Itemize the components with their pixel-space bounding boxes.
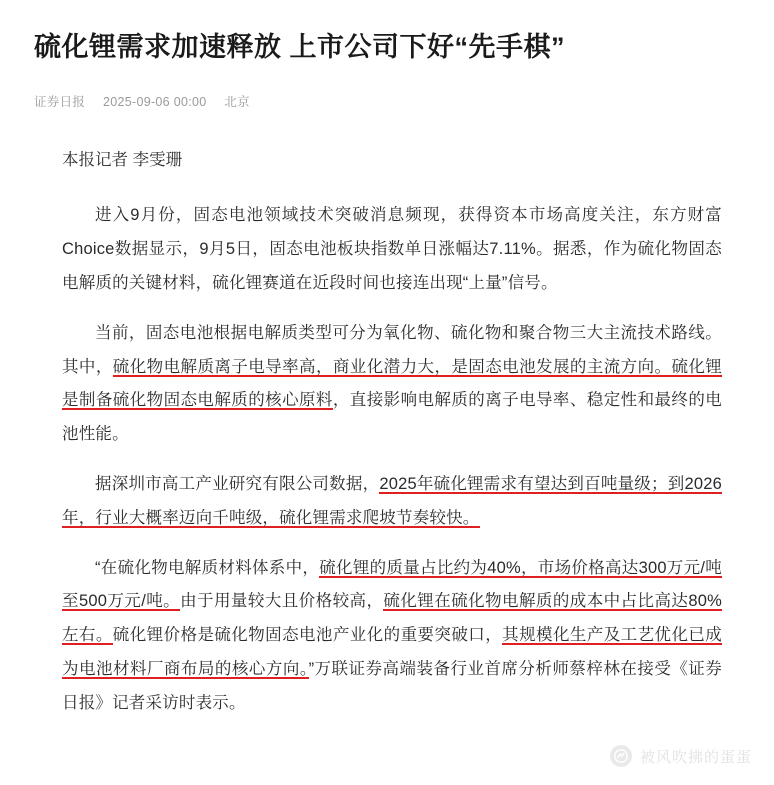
paragraph-text: 由于用量较大且价格较高，: [180, 592, 384, 611]
article-paragraph: [62, 317, 722, 452]
article-body: [34, 144, 740, 720]
article-paragraph: [62, 552, 722, 721]
highlighted-text: 硫化锂在硫化物电解质的成本中占比高达80%左右。: [62, 592, 722, 645]
paragraph-text: 硫化锂价格是硫化物固态电池产业化的重要突破口，: [112, 626, 503, 645]
paragraph-text: 当前，固态电池根据电解质类型可分为氧化物、硫化物和聚合物三大主流技术路线。其中，: [62, 323, 722, 376]
paragraph-text: 据深圳市高工产业研究有限公司数据，: [95, 475, 380, 494]
article-paragraph: [62, 199, 722, 300]
meta-datetime: 2025-09-06 00:00: [102, 95, 207, 110]
article-paragraph-list: [62, 199, 722, 720]
article-meta: [34, 92, 740, 110]
highlighted-text: 硫化物电解质离子电导率高，商业化潜力大，是固态电池发展的主流方向。硫化锂是制备硫化物固态电解质的核心原料: [62, 357, 722, 410]
highlighted-text: 硫化锂的质量占比约为40%，市场价格高达300万元/吨至500万元/吨。: [62, 558, 722, 611]
watermark: [610, 745, 752, 767]
paragraph-text: ”万联证券高端装备行业首席分析师蔡梓林在接受《证券日报》记者采访时表示。: [62, 660, 722, 712]
snowball-logo-icon: [610, 745, 632, 767]
highlighted-text: 2025年硫化锂需求有望达到百吨量级；到2026年，行业大概率迈向千吨级，硫化锂需求爬坡节奏较快。: [62, 475, 722, 527]
paragraph-text: ，直接影响电解质的离子电导率、稳定性和最终的电池性能。: [62, 391, 722, 444]
article-paragraph: [62, 468, 722, 536]
article-byline: 本报记者 李雯珊: [62, 151, 183, 170]
meta-location: 北京: [224, 95, 250, 110]
page-title: 硫化锂需求加速释放 上市公司下好“先手棋”: [34, 32, 566, 62]
paragraph-text: 进入9月份，固态电池领域技术突破消息频现，获得资本市场高度关注，东方财富Choice数据显示，9月5日，固态电池板块指数单日涨幅达7.11%。据悉，作为硫化物固态电解质的关键材料，硫化锂赛道在近段时间也接连出现“上量”信号。: [62, 206, 722, 292]
meta-source: 证券日报: [34, 95, 86, 110]
paragraph-text: “在硫化物电解质材料体系中，: [95, 558, 320, 577]
highlighted-text: 其规模化生产及工艺优化已成为电池材料厂商布局的核心方向。: [62, 626, 722, 679]
watermark-text: 被风吹拂的蛋蛋: [639, 748, 752, 766]
